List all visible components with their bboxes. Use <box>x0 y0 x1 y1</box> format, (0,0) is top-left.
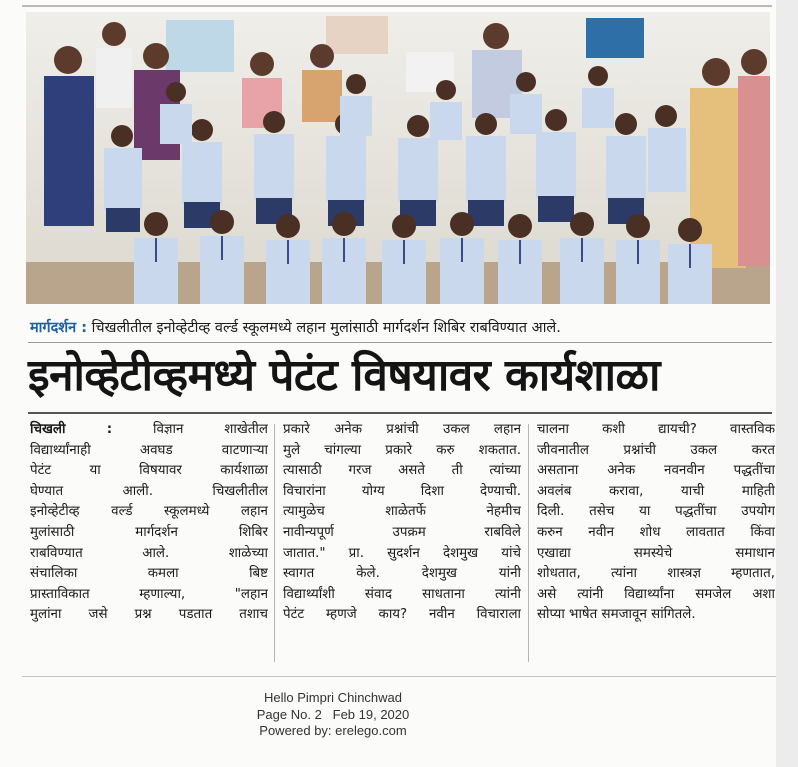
article-column-2 <box>283 420 521 668</box>
headline-rule <box>28 412 772 414</box>
column-line: जातात." प्रा. सुदर्शन देशमुख यांचे <box>283 545 521 561</box>
column-line: विद्यार्थ्यांशी संवाद साधताना त्यांनी <box>283 586 521 602</box>
caption-lead: मार्गदर्शन : <box>30 320 88 336</box>
column-divider <box>274 424 275 662</box>
column-line: त्यासाठी गरज असते ती त्यांच्या <box>283 463 521 479</box>
column-line: विद्यार्थ्यांनाही अवघड वाटणाऱ्या <box>30 442 268 458</box>
column-line: मुले चांगल्या प्रकारे करु शकतात. <box>283 442 521 458</box>
photo-caption <box>30 318 774 338</box>
column-line: संचालिका कमला बिष्ट <box>30 566 268 582</box>
headline: इनोव्हेटीव्हमध्ये पेटंट विषयावर कार्यशाळा <box>28 350 660 401</box>
column-line: पेटंट म्हणजे काय? नवीन विचाराला <box>283 607 521 623</box>
column-line: अवलंब करावा, याची माहिती <box>537 483 775 499</box>
column-line: घेण्यात आली. चिखलीतील <box>30 483 268 499</box>
publication-name: Hello Pimpri Chinchwad <box>264 690 402 705</box>
dateline: चिखली : <box>30 422 113 437</box>
column-line: विचारांना योग्य दिशा देण्याची. <box>283 483 521 499</box>
column-line: शोधतात, त्यांना शास्त्रज्ञ म्हणतात, <box>537 566 775 582</box>
column-line: नावीन्यपूर्ण उपक्रम राबविले <box>283 524 521 540</box>
page-edge <box>776 0 798 767</box>
column-line: सोप्या भाषेत समजावून सांगितले. <box>537 607 696 623</box>
caption-text: चिखलीतील इनोव्हेटीव्ह वर्ल्ड स्कूलमध्ये लहान मुलांसाठी मार्गदर्शन शिबिर राबविण्यात आले. <box>91 320 561 336</box>
footer <box>228 690 438 740</box>
column-line: प्रास्ताविकात म्हणाल्या, "लहान <box>30 586 268 602</box>
column-line: असे त्यांनी विद्यार्थ्यांना समजेल अशा <box>537 586 775 602</box>
article-column-1 <box>30 420 268 668</box>
column-line: मुलांसाठी मार्गदर्शन शिबिर <box>30 524 268 540</box>
top-rule <box>22 5 772 7</box>
column-line: दिली. तसेच या पद्धतींचा उपयोग <box>537 504 775 520</box>
column-line: असताना अनेक नवनवीन पद्धतींचा <box>537 463 775 479</box>
group-photo-illustration <box>26 12 770 304</box>
page-date: Page No. 2 Feb 19, 2020 <box>256 706 410 722</box>
powered-by: Powered by: erelego.com <box>259 723 407 738</box>
column-line: करुन नवीन शोध लावतात किंवा <box>537 524 775 540</box>
column-line: त्यामुळेच शाळेतर्फे नेहमीच <box>283 504 521 520</box>
column-line: मुलांना जसे प्रश्न पडतात तशाच <box>30 607 268 623</box>
column-line: जीवनातील प्रश्नांची उकल करत <box>537 442 775 458</box>
column-line: चालना कशी द्यायची? वास्तविक <box>537 422 775 437</box>
column-line: स्वागत केले. देशमुख यांनी <box>283 566 521 582</box>
column-line: प्रकारे अनेक प्रश्नांची उकल लहान <box>283 422 521 437</box>
bottom-rule <box>22 676 776 677</box>
caption-rule <box>28 342 772 343</box>
column-line: एखाद्या समस्येचे समाधान <box>537 545 775 561</box>
column-divider <box>528 424 529 662</box>
group-photo <box>26 12 770 304</box>
column-line: राबविण्यात आले. शाळेच्या <box>30 545 268 561</box>
column-line: इनोव्हेटीव्ह वर्ल्ड स्कूलमध्ये लहान <box>30 504 268 520</box>
article-column-3 <box>537 420 775 668</box>
column-line: चिखली : विज्ञान शाखेतील <box>30 422 268 437</box>
column-line: पेटंट या विषयावर कार्यशाळा <box>30 463 268 479</box>
